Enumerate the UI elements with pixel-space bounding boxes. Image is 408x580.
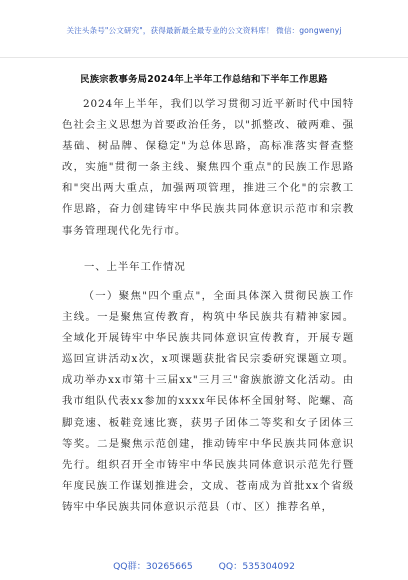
page-footer [0,552,408,580]
section-heading: 一、上半年工作情况 [84,261,186,273]
footer-contacts [0,558,408,572]
intro-paragraph [62,94,354,242]
intro-paragraph-text: 2024年上半年，我们以学习贯彻习近平新时代中国特色社会主义思想为首要政治任务，以"抓整改、破两难、强基础、树品牌、保稳定"为总体思路，高标准落实督查整改，实施"贯彻一条主线、聚焦四个重点"的民族工作思路和"突出两大重点，加强两项管理，推进三个化"的宗教工作思路，奋力创建铸牢中华民族共同体意识示范市和宗教事务管理现代化先行市。 [62,98,354,237]
body-paragraph-text: （一）聚焦"四个重点"，全面具体深入贯彻民族工作主线。一是聚焦宣传教育，构筑中华民族共有精神家园。全域化开展铸牢中华民族共同体意识宣传教育，开展专题巡回宣讲活动x次，x项课题获批省民宗委研究课题立项。成功举办xx市第十三届xx"三月三"畲族旅游文化活动。由我市组队代表xx参加的xxxx年民体杯全国射弩、陀螺、高脚竞速、板鞋竞速比赛，获男子团体二等奖和女子团体三等奖。二是聚焦示范创建，推动铸牢中华民族共同体意识先行。组织召开全市铸牢中华民族共同体意识示范先行暨年度民族工作谋划推进会，文成、苍南成为首批xx个省级铸牢中华民族共同体意识示范县（市、区）推荐名单， [62,290,354,513]
page-header [0,0,408,58]
footer-qq-group: QQ群：30265665 [113,561,193,572]
body-paragraph [62,286,354,518]
document-title: 民族宗教事务局2024年上半年工作总结和下半年工作思路 [80,74,328,85]
footer-qq-contact: QQ：535304092 [218,561,295,572]
header-banner: 关注头条号"公文研究"，获得最新最全最专业的公文资料库！ 微信：gongwenyj [66,26,342,35]
